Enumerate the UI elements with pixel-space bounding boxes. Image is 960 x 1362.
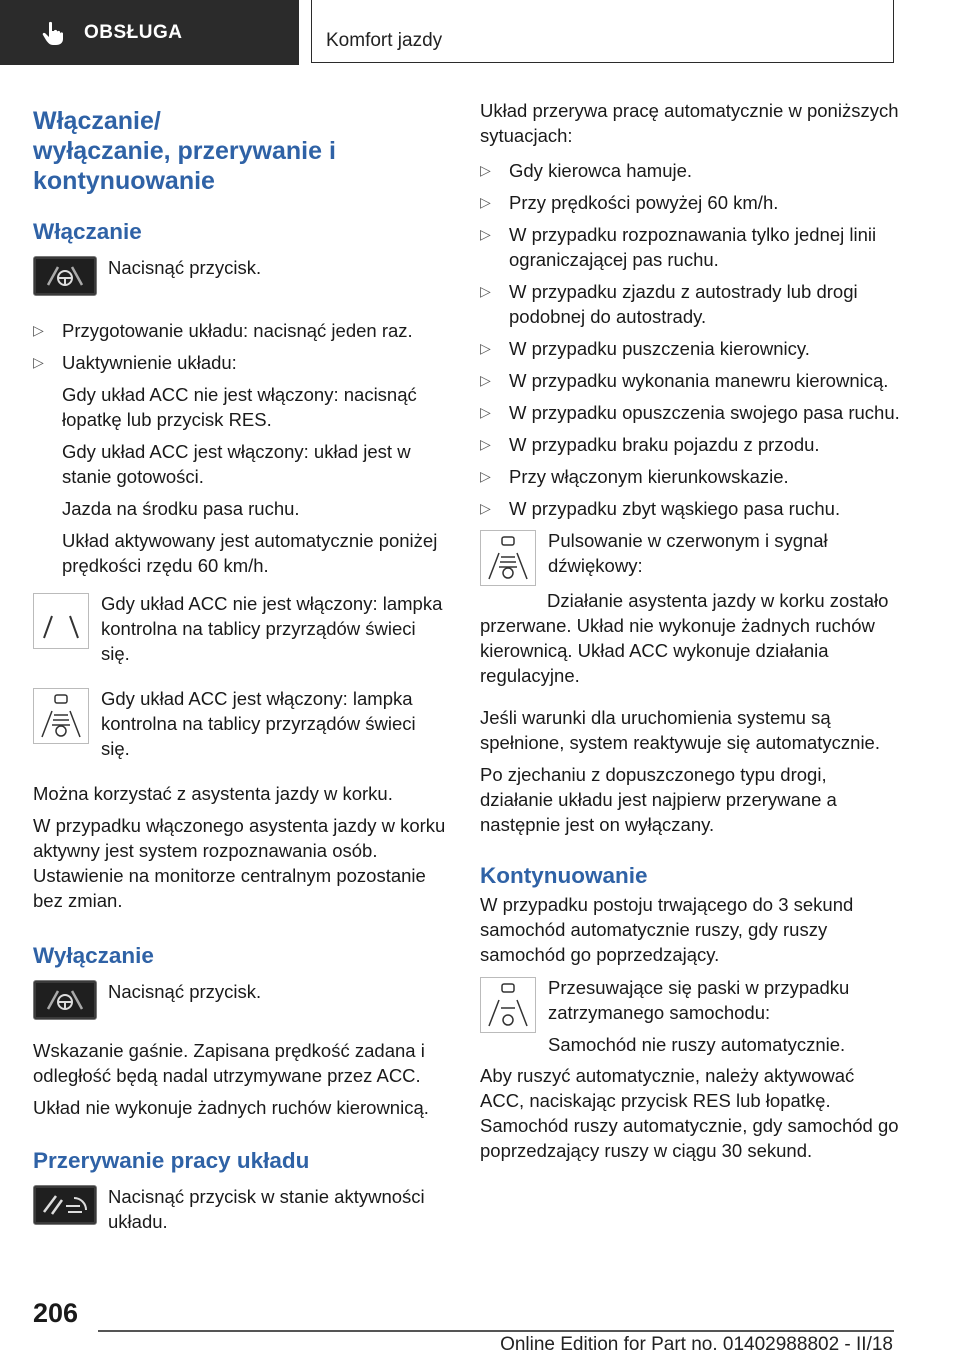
list-item: ▷ W przypadku opuszczenia swojego pasa ruchu. [480,402,900,423]
triangle-bullet-icon: ▷ [480,283,491,299]
list-item: ▷ Gdy kierowca hamuje. [480,160,693,181]
note-text: Można korzystać z asystenta jazdy w korku. [33,783,393,804]
list-item: ▷ Przygotowanie układu: nacisnąć jeden raz. [33,320,413,341]
list-item: ▷ W przypadku zbyt wąskiego pasa ruchu. [480,498,841,519]
triangle-bullet-icon: ▷ [480,194,491,210]
switch-on-steps [33,318,448,375]
list-item: ▷ W przypadku puszczenia kierownicy. [480,338,810,359]
list-item: ▷ W przypadku rozpoznawania tylko jednej linii ograniczającej pas ruchu. [480,224,877,270]
acc-button-icon [33,1185,97,1225]
lamp-stopped-text: Przesuwające się paski w przypadku zatrzymanego samochodu: Samochód nie ruszy automatycznie. [548,977,850,1055]
section-label: OBSŁUGA [84,21,183,43]
triangle-bullet-icon: ▷ [480,436,491,452]
sub-text: Gdy układ ACC nie jest włączony: nacisnąć łopatkę lub przycisk RES. [62,384,417,430]
list-item: ▷ Przy włączonym kierunkowskazie. [480,466,789,487]
warning-text: Pulsowanie w czerwonym i sygnał dźwiękowy: [548,530,828,576]
triangle-bullet-icon: ▷ [33,354,44,370]
sub-text: Jazda na środku pasa ruchu. [62,498,300,519]
lane-lines-indicator-icon [33,593,89,649]
chapter-header [311,0,894,63]
steering-assist-warning-icon [480,530,536,586]
body-text: Wskazanie gaśnie. Zapisana prędkość zadana i odległość będą nadal utrzymywane przez ACC. [33,1040,425,1086]
triangle-bullet-icon: ▷ [33,322,44,338]
edition-footer: Online Edition for Part no. 01402988802 - II/18 [500,1334,893,1355]
body-text: Po zjechaniu z dopuszczonego typu drogi, działanie układu jest najpierw przerywane a następnie jest on wyłączany. [480,764,837,835]
heading-switch-off: Wyłączanie [33,943,154,968]
press-button-text: Nacisnąć przycisk. [108,257,262,278]
body-text: Układ nie wykonuje żadnych ruchów kierownicą. [33,1097,429,1118]
press-button-text: Nacisnąć przycisk w stanie aktywności układu. [108,1186,425,1232]
steering-assist-indicator-icon [33,688,89,744]
lamp-on-text: Gdy układ ACC jest włączony: lampka kontrolna na tablicy przyrządów świeci się. [101,688,416,759]
triangle-bullet-icon: ▷ [480,162,491,178]
page-title: Włączanie/ wyłączanie, przerywanie i kontynuowanie [33,107,336,195]
list-item: ▷ Przy prędkości powyżej 60 km/h. [480,192,779,213]
sub-text: Gdy układ ACC jest włączony: układ jest w stanie gotowości. [62,441,411,487]
steering-assist-stopped-icon [480,977,536,1033]
chapter-title: Komfort jazdy [326,30,443,51]
triangle-bullet-icon: ▷ [480,468,491,484]
left-column [33,98,448,1240]
footer-divider [98,1330,894,1332]
hand-pointer-icon [40,20,66,46]
body-text: Aby ruszyć automatycznie, należy aktywować ACC, naciskając przycisk RES lub łopatkę. Samochód ruszy automatycznie, gdy samochód go poprzedzający ruszy w ciągu 30 sekund. [480,1065,899,1161]
right-column [480,98,900,1170]
steering-assist-button-icon [33,980,97,1020]
sub-text: Układ aktywowany jest automatycznie poniżej prędkości rzędu 60 km/h. [62,530,438,576]
triangle-bullet-icon: ▷ [480,226,491,242]
intro-text: Układ przerywa pracę automatycznie w poniższych sytuacjach: [480,100,899,146]
interrupt-conditions-list [480,158,900,521]
warning-detail: Działanie asystenta jazdy w korku zostało przerwane. Układ nie wykonuje żadnych ruchów kierownicą. Układ ACC wykonuje działania regulacyjne. [480,590,889,686]
steering-assist-button-icon [33,256,97,296]
heading-switch-on: Włączanie [33,219,142,244]
page-number: 206 [33,1298,79,1328]
heading-pause: Przerywanie pracy układu [33,1148,310,1173]
heading-continue: Kontynuowanie [480,863,648,888]
lamp-off-text: Gdy układ ACC nie jest włączony: lampka kontrolna na tablicy przyrządów świeci się. [101,593,443,664]
list-item: ▷ W przypadku braku pojazdu z przodu. [480,434,820,455]
section-tab [0,0,299,65]
triangle-bullet-icon: ▷ [480,340,491,356]
triangle-bullet-icon: ▷ [480,500,491,516]
triangle-bullet-icon: ▷ [480,404,491,420]
list-item: ▷ W przypadku zjazdu z autostrady lub drogi podobnej do autostrady. [480,281,858,327]
body-text: Jeśli warunki dla uruchomienia systemu są spełnione, system reaktywuje się automatycznie. [480,707,880,753]
list-item: ▷ Uaktywnienie układu: [33,352,237,373]
list-item: ▷ W przypadku wykonania manewru kierownicą. [480,370,889,391]
note-text: W przypadku włączonego asystenta jazdy w korku aktywny jest system rozpoznawania osób. Ustawienie na monitorze centralnym pozostanie bez zmian. [33,815,446,911]
triangle-bullet-icon: ▷ [480,372,491,388]
body-text: W przypadku postoju trwającego do 3 sekund samochód automatycznie ruszy, gdy ruszy samochód go poprzedzający. [480,894,854,965]
press-button-text: Nacisnąć przycisk. [108,981,262,1002]
